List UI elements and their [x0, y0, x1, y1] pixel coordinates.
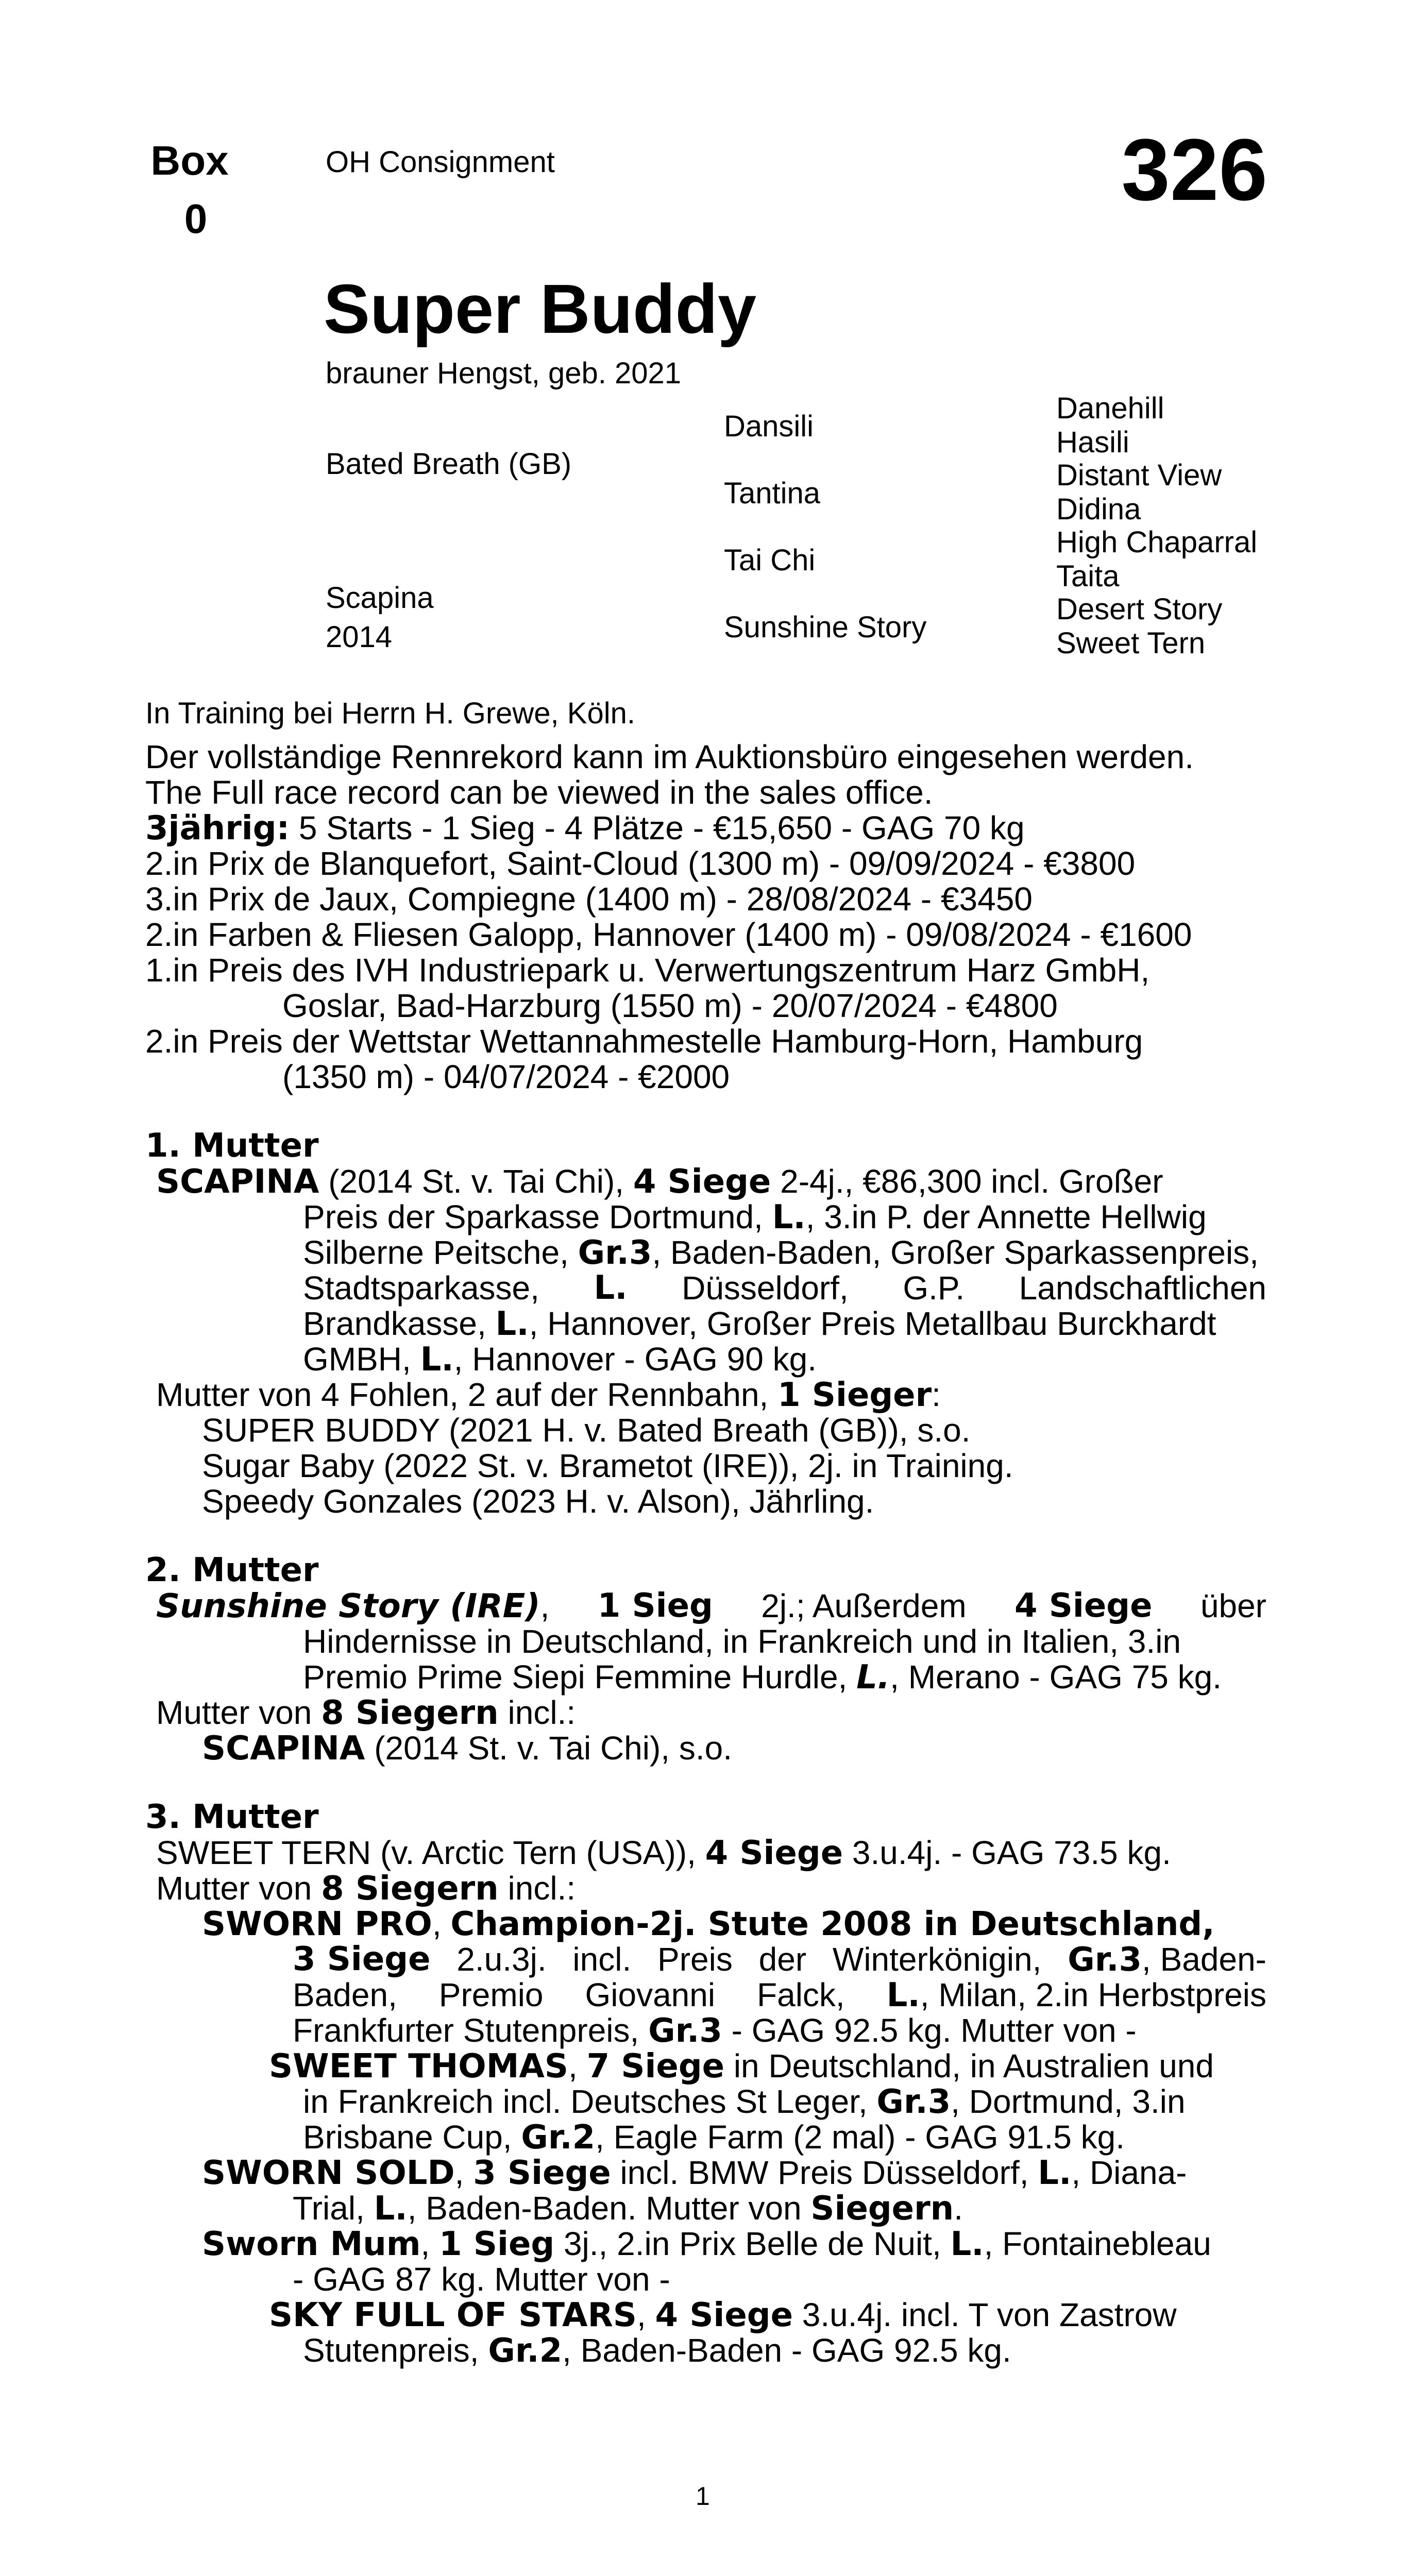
summary-text: 5 Starts - 1 Sieg - 4 Plätze - €15,650 - GAG 70 kg [290, 809, 1025, 846]
foal-entry-line [293, 2191, 963, 2227]
pedigree-sire-dam: Tantina [724, 477, 821, 510]
grand-foal-entry [269, 2297, 1177, 2333]
first-dam-line [303, 1306, 1216, 1342]
text: , [420, 2225, 439, 2262]
text: über [1200, 1587, 1266, 1624]
text: Silberne Peitsche, [303, 1234, 578, 1271]
race-result: 3.in Prix de Jaux, Compiegne (1400 m) - 28/08/2024 - €3450 [145, 880, 1033, 918]
wins: 4 Siege [705, 1834, 843, 1872]
race-result: 2.in Prix de Blanquefort, Saint-Cloud (1300 m) - 09/09/2024 - €3800 [145, 845, 1136, 882]
lot-number: 326 [1121, 121, 1267, 219]
foal-entry: SUPER BUDDY (2021 H. v. Bated Breath (GB)), s.o. [202, 1412, 971, 1449]
second-dam-produce [156, 1695, 576, 1731]
pedigree-dam-year: 2014 [326, 620, 393, 654]
text: Mutter von [156, 1694, 322, 1731]
text: Stadtsparkasse, [303, 1269, 539, 1307]
dam-name: SCAPINA [156, 1163, 319, 1201]
first-dam-produce [156, 1377, 941, 1413]
text: Brisbane Cup, [303, 2119, 521, 2156]
foal-name: SWORN SOLD [202, 2154, 455, 2192]
listed-label: L. [772, 1198, 806, 1236]
listed-label: L. [950, 2225, 984, 2263]
text: der [758, 1941, 807, 1978]
text: Baden, [293, 1976, 397, 2013]
wins: 4 Siege [1014, 1587, 1153, 1625]
winner-count: 1 Sieger [777, 1376, 932, 1414]
foal-name: SWEET THOMAS [269, 2047, 568, 2086]
horse-name: Super Buddy [324, 270, 757, 348]
text: . [954, 2190, 963, 2227]
text: Giovanni [585, 1976, 716, 2013]
wins: 3 Siege [473, 2154, 611, 2192]
text: G.P. [903, 1269, 965, 1307]
wins: 7 Siege [586, 2047, 725, 2086]
text: , Hannover, Großer Preis Metallbau Burckhardt [529, 1305, 1216, 1342]
wins: 1 Sieg [597, 1587, 713, 1625]
first-dam-line [303, 1199, 1207, 1235]
text: Frankfurter Stutenpreis, [293, 2012, 649, 2049]
listed-label: L. [495, 1305, 529, 1343]
pedigree-ggp: Sweet Tern [1056, 626, 1206, 660]
box-number: 0 [184, 196, 208, 242]
foal-entry-line [293, 2013, 1137, 2049]
text: - GAG 92.5 kg. Mutter von - [722, 2012, 1137, 2049]
text: Premio [438, 1976, 544, 2013]
pedigree-sire-sire: Dansili [724, 410, 814, 443]
text: , [568, 2047, 587, 2084]
text: Brandkasse, [303, 1305, 496, 1342]
race-result: 1.in Preis des IVH Industriepark u. Verwertungszentrum Harz GmbH, [145, 952, 1150, 989]
text: incl.: [498, 1694, 576, 1731]
text: , [454, 2154, 473, 2191]
second-dam-heading: 2. Mutter [145, 1551, 319, 1589]
text: , Milan, 2.in Herbstpreis [920, 1976, 1266, 2013]
wins: 4 Siege [655, 2296, 793, 2334]
listed-label: L. [594, 1269, 628, 1307]
pedigree-ggp: Danehill [1056, 392, 1164, 425]
race-record-summary [145, 810, 1025, 846]
text: 3.u.4j. incl. T von Zastrow [792, 2296, 1177, 2333]
group-label: Gr.2 [488, 2332, 563, 2370]
group-label: Gr.2 [521, 2119, 596, 2157]
text: , Merano - GAG 75 kg. [890, 1658, 1222, 1696]
first-dam-line [156, 1164, 1163, 1200]
foal-entry [202, 2155, 1187, 2191]
third-dam-produce [156, 1871, 576, 1907]
pedigree-ggp: Distant View [1056, 459, 1222, 492]
listed-label: L. [420, 1341, 454, 1379]
wins: 4 Siege [633, 1163, 771, 1201]
pedigree-sire: Bated Breath (GB) [326, 447, 572, 481]
wins: 3 Siege [293, 1940, 431, 1978]
group-label: Gr.3 [578, 1234, 652, 1272]
box-label: Box [150, 138, 229, 183]
dam-name: Sunshine Story (IRE) [156, 1587, 540, 1625]
second-dam-line [156, 1588, 1266, 1624]
grand-foal-entry-line [303, 2120, 1125, 2156]
wins: 1 Sieg [439, 2225, 555, 2263]
text: 3j., 2.in Prix Belle de Nuit, [554, 2225, 951, 2262]
foal-name: SWORN PRO [202, 1905, 432, 1943]
second-dam-line [303, 1659, 1222, 1696]
foal-entry-line [293, 1977, 1266, 2013]
grand-foal-entry-line [303, 2084, 1186, 2120]
text: , Diana- [1071, 2154, 1187, 2191]
foal-entry [202, 2226, 1211, 2262]
text: , [432, 1905, 451, 1942]
listed-label: L. [374, 2190, 408, 2228]
text: , Eagle Farm (2 mal) - GAG 91.5 kg. [595, 2119, 1125, 2156]
training-note: In Training bei Herrn H. Grewe, Köln. [145, 697, 635, 730]
text: GMBH, [303, 1341, 420, 1378]
foal-entry: Speedy Gonzales (2023 H. v. Alson), Jährling. [202, 1483, 874, 1520]
text: , [540, 1587, 550, 1624]
group-label: Gr.3 [1068, 1941, 1142, 1979]
text: (2014 St. v. Tai Chi), s.o. [365, 1730, 732, 1767]
text: 2j.; Außerdem [761, 1587, 967, 1624]
text: SWEET TERN (v. Arctic Tern (USA)), [156, 1834, 705, 1871]
foal-entry [202, 1731, 732, 1767]
text: 2.u.3j. [456, 1941, 547, 1978]
text: , Baden-Baden - GAG 92.5 kg. [562, 2332, 1011, 2369]
race-result: 2.in Preis der Wettstar Wettannahmestelle Hamburg-Horn, Hamburg [145, 1023, 1143, 1060]
text: Düsseldorf, [682, 1269, 849, 1307]
text: : [932, 1376, 941, 1413]
text: Preis [657, 1941, 733, 1978]
third-dam-line [156, 1835, 1171, 1871]
pedigree-dam: Scapina [326, 581, 434, 615]
foal-entry: Sugar Baby (2022 St. v. Brametot (IRE)), 2j. in Training. [202, 1447, 1013, 1484]
text: , Baden- [1142, 1941, 1266, 1978]
race-result: 2.in Farben & Fliesen Galopp, Hannover (1400 m) - 09/08/2024 - €1600 [145, 916, 1192, 953]
first-dam-line [303, 1342, 817, 1378]
winner-count: 8 Siegern [321, 1694, 499, 1732]
race-record-note-de: Der vollständige Rennrekord kann im Auktionsbüro eingesehen werden. [145, 738, 1194, 775]
text: Stutenpreis, [303, 2332, 488, 2369]
race-result: Goslar, Bad-Harzburg (1550 m) - 20/07/2024 - €4800 [282, 987, 1058, 1024]
third-dam-heading: 3. Mutter [145, 1798, 319, 1836]
text: , Dortmund, 3.in [951, 2083, 1186, 2120]
text: in Deutschland, in Australien und [724, 2047, 1214, 2084]
grand-foal-entry-line [303, 2333, 1011, 2369]
group-label: Gr.3 [648, 2012, 722, 2050]
group-label: Gr.3 [876, 2083, 951, 2121]
text: incl.: [498, 1870, 576, 1907]
pedigree-ggp: Didina [1056, 493, 1141, 526]
pedigree-ggp: High Chaparral [1056, 526, 1258, 559]
listed-label: L. [856, 1658, 890, 1697]
pedigree-ggp: Desert Story [1056, 592, 1223, 626]
pedigree-dam-dam: Sunshine Story [724, 611, 927, 644]
text: Mutter von 4 Fohlen, 2 auf der Rennbahn, [156, 1376, 778, 1413]
listed-label: L. [886, 1976, 920, 2014]
foal-entry [202, 1906, 1215, 1942]
text: Mutter von [156, 1870, 322, 1907]
foal-entry-line: - GAG 87 kg. Mutter von - [293, 2261, 670, 2298]
text: , [636, 2296, 655, 2333]
foal-name: SKY FULL OF STARS [269, 2296, 637, 2334]
page-number: 1 [696, 2482, 710, 2511]
text: (2014 St. v. Tai Chi), [319, 1163, 633, 1200]
text: Preis der Sparkasse Dortmund, [303, 1198, 772, 1235]
text: Premio Prime Siepi Femmine Hurdle, [303, 1658, 857, 1696]
listed-label: L. [1038, 2154, 1072, 2192]
foal-entry-line [293, 1942, 1266, 1978]
foal-name: Sworn Mum [202, 2225, 421, 2263]
consignor: OH Consignment [326, 145, 555, 179]
championship: Champion-2j. Stute 2008 in Deutschland, [450, 1905, 1215, 1943]
pedigree-dam-sire: Tai Chi [724, 544, 816, 577]
text: , Baden-Baden. Mutter von [407, 2190, 811, 2227]
first-dam-line [303, 1270, 1266, 1306]
foal-name: SCAPINA [202, 1730, 365, 1768]
pedigree-ggp: Hasili [1056, 426, 1129, 459]
grand-foal-entry [269, 2048, 1214, 2084]
text: in Frankreich incl. Deutsches St Leger, [303, 2083, 877, 2120]
text: Trial, [293, 2190, 374, 2227]
winner-label: Siegern [810, 2190, 954, 2228]
text: , Baden-Baden, Großer Sparkassenpreis, [652, 1234, 1259, 1271]
text: 3.u.4j. - GAG 73.5 kg. [843, 1834, 1171, 1871]
text: Landschaftlichen [1019, 1269, 1266, 1307]
second-dam-line: Hindernisse in Deutschland, in Frankreich und in Italien, 3.in [303, 1623, 1181, 1660]
text: 2-4j., €86,300 incl. Großer [771, 1163, 1163, 1200]
race-record-note-en: The Full race record can be viewed in the sales office. [145, 774, 933, 811]
text: , Hannover - GAG 90 kg. [453, 1341, 817, 1378]
first-dam-line [303, 1235, 1259, 1271]
text: incl. [572, 1941, 632, 1978]
age-label: 3jährig: [145, 809, 290, 848]
text: incl. BMW Preis Düsseldorf, [611, 2154, 1038, 2191]
text: , Fontainebleau [984, 2225, 1211, 2262]
text: Falck, [757, 1976, 845, 2013]
text: Winterkönigin, [832, 1941, 1042, 1978]
text: , 3.in P. der Annette Hellwig [805, 1198, 1207, 1235]
horse-description: brauner Hengst, geb. 2021 [326, 357, 682, 390]
race-result: (1350 m) - 04/07/2024 - €2000 [282, 1058, 730, 1095]
winner-count: 8 Siegern [321, 1870, 499, 1908]
pedigree-ggp: Taita [1056, 560, 1120, 593]
first-dam-heading: 1. Mutter [145, 1127, 319, 1165]
